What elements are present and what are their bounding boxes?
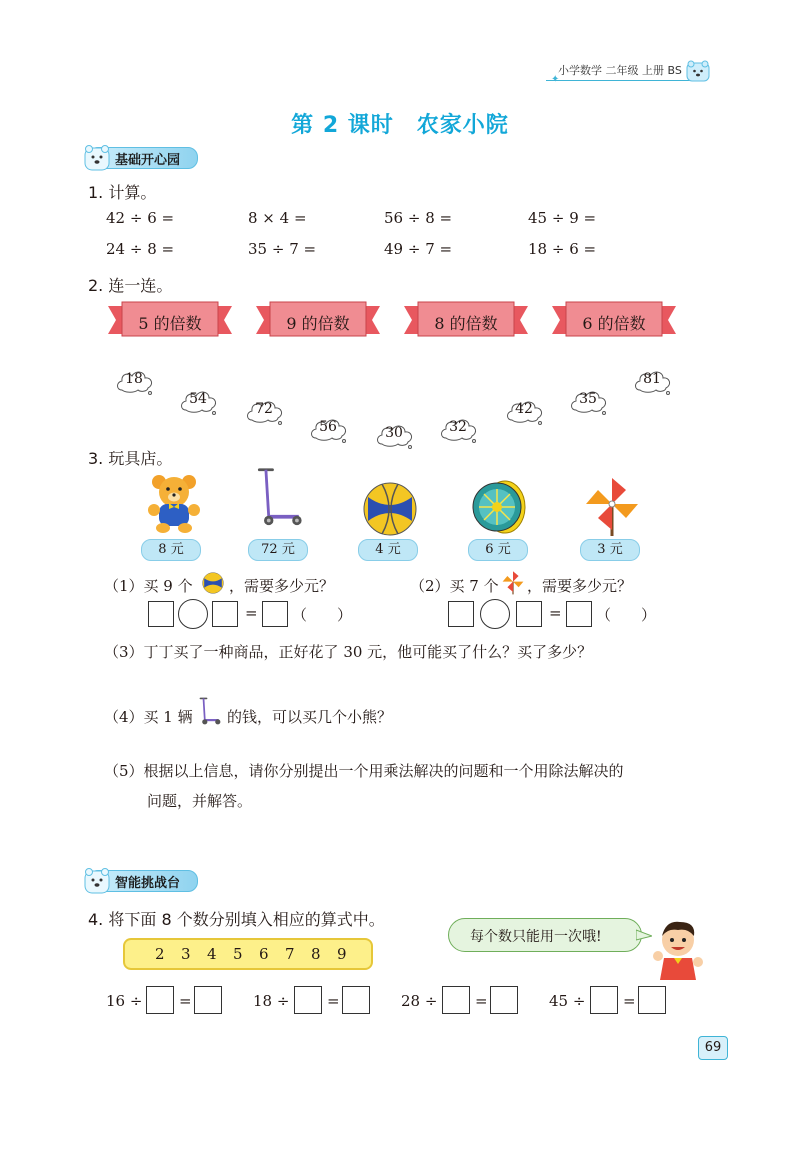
answer-box[interactable] [448, 601, 474, 627]
cloud-number: 56 [319, 419, 337, 435]
q3-part5-line2: 问题，并解答。 [147, 792, 253, 810]
cloud-number: 18 [125, 371, 143, 387]
cloud-number: 54 [189, 391, 207, 407]
q3-part1-suffix: ，需要多少元？ [229, 577, 335, 595]
division-prefix: 16 ÷ [106, 992, 143, 1010]
cloud-number: 35 [579, 391, 597, 407]
number-chip[interactable]: 8 [311, 945, 321, 963]
ribbon-label: 8 的倍数 [434, 314, 498, 333]
q3-part4-suffix: 的钱，可以买几个小熊？ [227, 708, 393, 726]
q3-part4-prefix: （4）买 1 辆 [104, 708, 193, 726]
teddy-bear-icon [145, 472, 205, 534]
number-chip[interactable]: 9 [337, 945, 347, 963]
number-chip[interactable]: 6 [259, 945, 269, 963]
number-chip[interactable]: 4 [207, 945, 217, 963]
answer-box[interactable] [516, 601, 542, 627]
answer-box[interactable] [294, 986, 322, 1014]
header-rule [546, 80, 698, 81]
price-tag: 8 元 [141, 539, 201, 561]
bubble-tail [636, 928, 652, 942]
polar-bear-icon [686, 60, 710, 82]
q4-title: 4. 将下面 8 个数分别填入相应的算式中。 [88, 910, 385, 929]
equals-sign: = [549, 604, 562, 622]
price-tag: 6 元 [468, 539, 528, 561]
division-prefix: 45 ÷ [549, 992, 586, 1010]
boy-avatar [652, 918, 704, 980]
answer-box[interactable] [590, 986, 618, 1014]
price-tag: 72 元 [248, 539, 308, 561]
answer-box[interactable] [638, 986, 666, 1014]
equals-sign: = [623, 992, 636, 1010]
ball-icon [201, 571, 225, 595]
equals-sign: = [327, 992, 340, 1010]
division-prefix: 28 ÷ [401, 992, 438, 1010]
cloud-number: 42 [515, 401, 533, 417]
division-prefix: 18 ÷ [253, 992, 290, 1010]
cloud-number: 72 [255, 401, 273, 417]
number-band [123, 938, 373, 970]
bubble-text: 每个数只能用一次哦! [470, 929, 602, 945]
ball-icon [360, 478, 420, 540]
q1-title: 1. 计算。 [88, 183, 157, 202]
yoyo-icon [469, 476, 529, 538]
polar-bear-icon [82, 865, 112, 895]
ribbon-label: 9 的倍数 [286, 314, 350, 333]
q3-part2-prefix: （2）买 7 个 [410, 577, 499, 595]
cloud-number: 30 [385, 425, 403, 441]
q3-part5-line1: （5）根据以上信息，请你分别提出一个用乘法解决的问题和一个用除法解决的 [104, 762, 624, 780]
calc-item: 56 ÷ 8 = [384, 209, 453, 227]
page-number: 69 [698, 1036, 728, 1060]
answer-box[interactable] [490, 986, 518, 1014]
calc-item: 45 ÷ 9 = [528, 209, 597, 227]
equals-sign: = [475, 992, 488, 1010]
polar-bear-icon [82, 142, 112, 172]
number-chip[interactable]: 7 [285, 945, 295, 963]
pinwheel-icon [501, 568, 525, 596]
unit-parentheses[interactable]: （ ） [596, 606, 657, 624]
unit-parentheses[interactable]: （ ） [292, 606, 353, 624]
pinwheel-icon [582, 474, 642, 536]
calc-item: 24 ÷ 8 = [106, 240, 175, 258]
cloud-number: 32 [449, 419, 467, 435]
ribbon-label: 5 的倍数 [138, 314, 202, 333]
calc-item: 18 ÷ 6 = [528, 240, 597, 258]
number-chip[interactable]: 5 [233, 945, 243, 963]
answer-box[interactable] [442, 986, 470, 1014]
operator-circle[interactable] [480, 599, 510, 629]
calc-item: 49 ÷ 7 = [384, 240, 453, 258]
operator-circle[interactable] [178, 599, 208, 629]
scooter-icon [197, 694, 223, 728]
section-title-basic: 基础开心园 [115, 153, 181, 168]
price-tag: 3 元 [580, 539, 640, 561]
q3-part3: （3）丁丁买了一种商品，正好花了 30 元，他可能买了什么？买了多少？ [104, 643, 593, 661]
number-chip[interactable]: 2 [155, 945, 165, 963]
sparkle-icon: ✦ [551, 74, 560, 85]
scooter-icon [250, 466, 310, 528]
section-title-challenge: 智能挑战台 [115, 876, 181, 891]
q3-part1-prefix: （1）买 9 个 [104, 577, 193, 595]
answer-box[interactable] [146, 986, 174, 1014]
ribbon-label: 6 的倍数 [582, 314, 646, 333]
q3-title: 3. 玩具店。 [88, 449, 173, 468]
equals-sign: = [245, 604, 258, 622]
lesson-title: 第 2 课时 农家小院 [291, 113, 509, 138]
answer-box[interactable] [566, 601, 592, 627]
calc-item: 8 × 4 = [248, 209, 307, 227]
answer-box[interactable] [194, 986, 222, 1014]
q3-part2-suffix: ，需要多少元？ [527, 577, 633, 595]
calc-item: 42 ÷ 6 = [106, 209, 175, 227]
answer-box[interactable] [212, 601, 238, 627]
price-tag: 4 元 [358, 539, 418, 561]
answer-box[interactable] [148, 601, 174, 627]
q2-title: 2. 连一连。 [88, 276, 173, 295]
equals-sign: = [179, 992, 192, 1010]
answer-box[interactable] [342, 986, 370, 1014]
answer-box[interactable] [262, 601, 288, 627]
number-chip[interactable]: 3 [181, 945, 191, 963]
cloud-number: 81 [643, 371, 661, 387]
book-info: 小学数学 二年级 上册 BS [558, 64, 682, 77]
calc-item: 35 ÷ 7 = [248, 240, 317, 258]
